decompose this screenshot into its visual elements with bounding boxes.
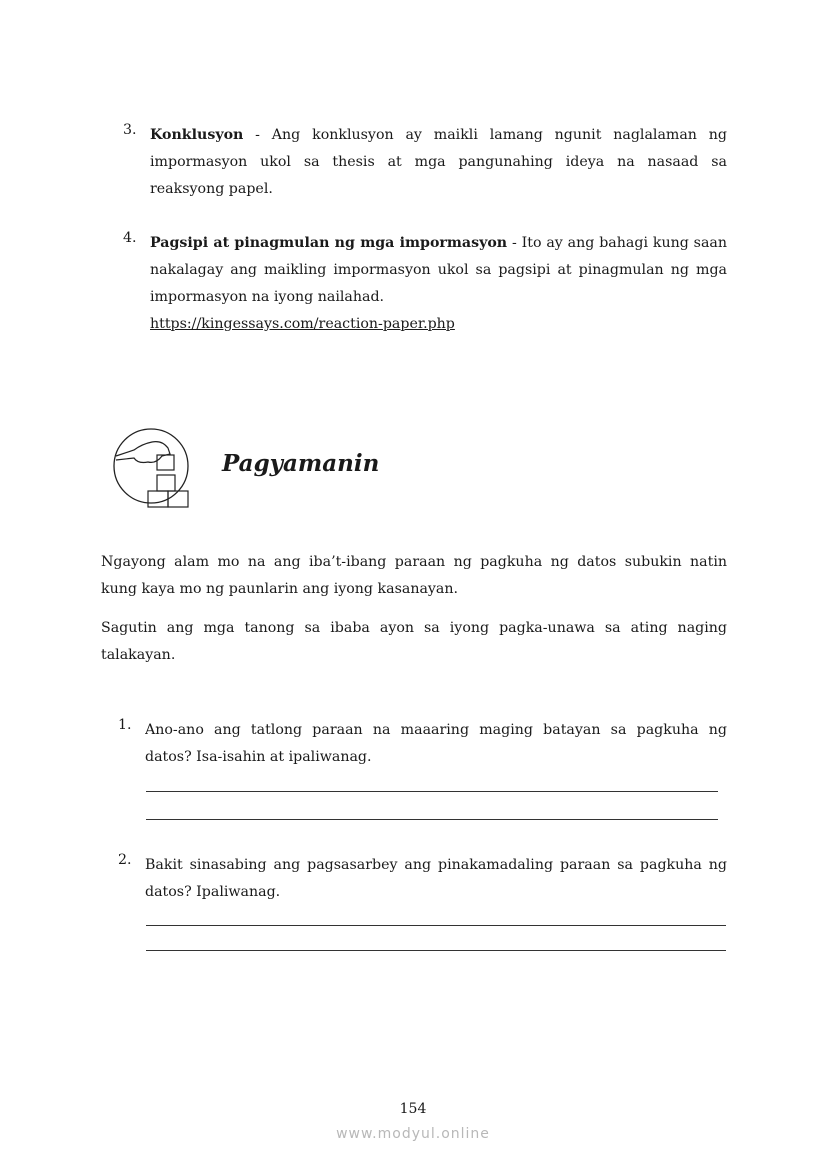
answer-line[interactable] <box>146 950 726 951</box>
question-2: 2. Bakit sinasabing ang pagsasarbey ang pinakamadaling paraan sa pagkuha ng datos? Ipaliwanag. <box>118 852 727 900</box>
section-title: Pagyamanin <box>222 450 380 477</box>
answer-line[interactable] <box>146 925 726 926</box>
list-item-pagsipi: 4. Pagsipi at pinagmulan ng mga impormasyon - Ito ay ang bahagi kung saan nakalagay ang maikling impormasyon ukol sa pagsipi at pinagmulan ng mga impormasyon na iyong nailahad. https://kingessays.com/reaction-paper.php <box>123 230 727 332</box>
question-number: 1. <box>118 717 132 733</box>
list-item-konklusyon: 3. Konklusyon - Ang konklusyon ay maikli lamang ngunit naglalaman ng impormasyon ukol sa thesis at mga pangunahing ideya na nasaad sa reaksyong papel. <box>123 122 727 197</box>
page-number: 154 <box>399 1101 427 1117</box>
intro-paragraph-2: Sagutin ang mga tanong sa ibaba ayon sa iyong pagka-unawa sa ating naging talakayan. <box>101 620 727 663</box>
item-number: 4. <box>123 230 137 246</box>
item-term: Konklusyon <box>150 127 244 143</box>
answer-line[interactable] <box>146 791 718 792</box>
question-1: 1. Ano-ano ang tatlong paraan na maaaring maging batayan sa pagkuha ng datos? Isa-isahin at ipaliwanag. <box>118 717 727 765</box>
watermark: www.modyul.online <box>336 1126 490 1142</box>
hand-stacking-blocks-icon <box>112 420 192 512</box>
intro-paragraph-1: Ngayong alam mo na ang iba’t-ibang paraan ng pagkuha ng datos subukin natin kung kaya mo ng paunlarin ang iyong kasanayan. <box>101 554 727 597</box>
source-link[interactable]: https://kingessays.com/reaction-paper.php <box>150 316 455 332</box>
answer-line[interactable] <box>146 819 718 820</box>
item-number: 3. <box>123 122 137 138</box>
item-term: Pagsipi at pinagmulan ng mga impormasyon <box>150 235 508 251</box>
question-number: 2. <box>118 852 132 868</box>
